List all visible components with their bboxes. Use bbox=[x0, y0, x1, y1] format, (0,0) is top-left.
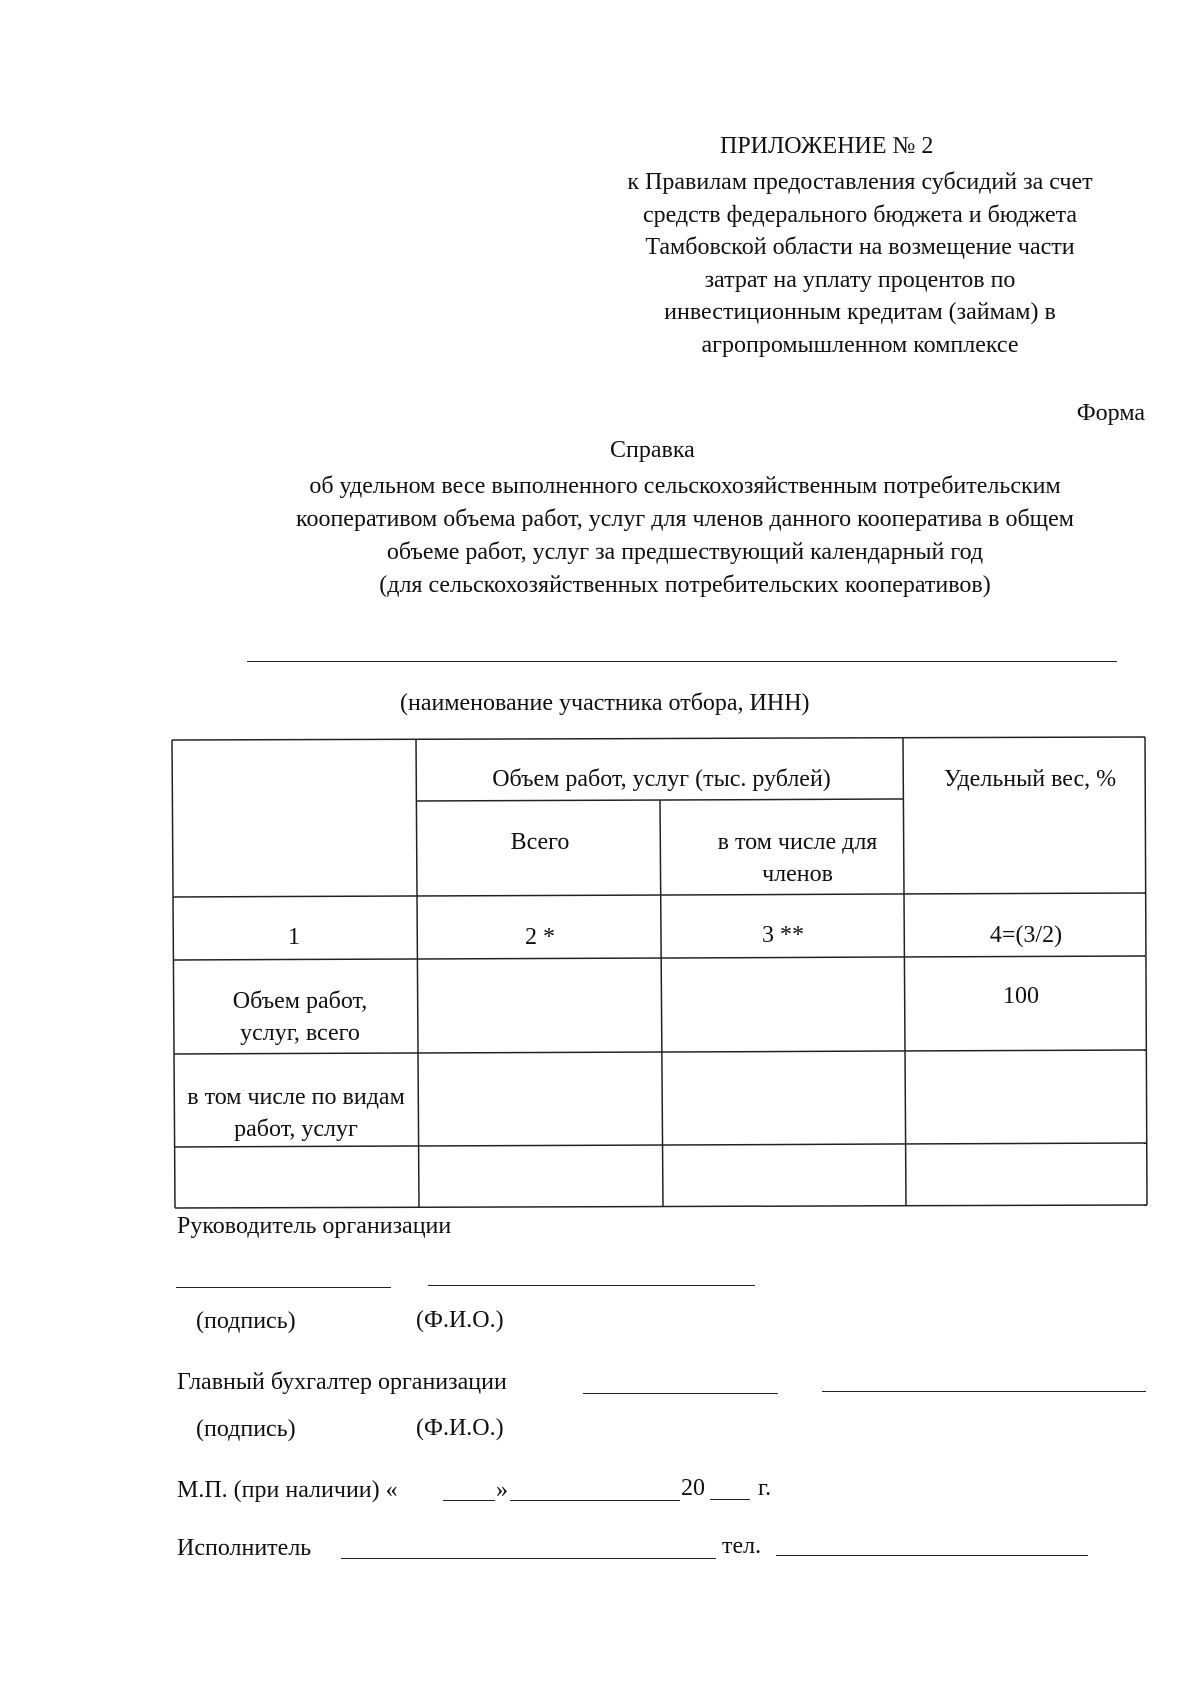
head-signature-caption: (подпись) bbox=[196, 1308, 296, 1334]
appendix-line: агропромышленном комплексе bbox=[701, 331, 1019, 358]
appendix-line: средств федерального бюджета и бюджета bbox=[642, 201, 1078, 228]
col-number-3: 3 ** bbox=[762, 922, 804, 948]
header-members: в том числе для членов bbox=[717, 829, 878, 887]
phone-line[interactable] bbox=[776, 1555, 1088, 1556]
executor-name-line[interactable] bbox=[341, 1558, 716, 1559]
header-total: Всего bbox=[510, 829, 570, 855]
subtitle-line: (для сельскохозяйственных потребительских кооперативов) bbox=[379, 572, 991, 598]
accountant-signature-caption: (подпись) bbox=[196, 1416, 296, 1442]
stamp-quote-close: » bbox=[496, 1477, 508, 1503]
date-year-line[interactable] bbox=[710, 1499, 750, 1500]
head-fio-caption: (Ф.И.О.) bbox=[416, 1307, 504, 1333]
subtitle-line: объеме работ, услуг за предшествующий календарный год bbox=[386, 539, 984, 565]
row-by-type-value-members[interactable] bbox=[663, 1056, 903, 1144]
row-by-type-value-share[interactable] bbox=[906, 1056, 1144, 1144]
year-prefix: 20 bbox=[681, 1475, 705, 1501]
accountant-signature-line[interactable] bbox=[583, 1393, 778, 1394]
row-total-value-total[interactable] bbox=[420, 962, 660, 1052]
accountant-fio-caption: (Ф.И.О.) bbox=[416, 1415, 504, 1441]
year-suffix: г. bbox=[758, 1475, 772, 1501]
header-volume: Объем работ, услуг (тыс. рублей) bbox=[492, 766, 831, 792]
appendix-line: затрат на уплату процентов по bbox=[704, 266, 1016, 293]
col-number-4: 4=(3/2) bbox=[989, 922, 1063, 948]
form-label: Форма bbox=[1076, 400, 1145, 426]
appendix-title: ПРИЛОЖЕНИЕ № 2 bbox=[720, 133, 934, 159]
row-by-type-value-total[interactable] bbox=[420, 1056, 660, 1144]
head-fio-line[interactable] bbox=[428, 1285, 755, 1286]
empty-row-cell-1[interactable] bbox=[176, 1149, 416, 1205]
subtitle-line: кооперативом объема работ, услуг для членов данного кооператива в общем bbox=[296, 506, 1074, 532]
row-total-value-members[interactable] bbox=[663, 962, 903, 1052]
head-signature-line[interactable] bbox=[176, 1287, 391, 1288]
phone-label: тел. bbox=[722, 1533, 762, 1559]
appendix-line: к Правилам предоставления субсидий за счет bbox=[627, 169, 1093, 195]
date-month-line[interactable] bbox=[510, 1500, 680, 1501]
stamp-label: М.П. (при наличии) « bbox=[177, 1477, 398, 1503]
row-by-type-label: в том числе по видам работ, услуг bbox=[187, 1084, 405, 1142]
accountant-fio-line[interactable] bbox=[822, 1391, 1146, 1392]
col-number-1: 1 bbox=[288, 924, 300, 950]
accountant-label: Главный бухгалтер организации bbox=[177, 1369, 507, 1395]
header-share: Удельный вес, % bbox=[943, 766, 1117, 792]
col-number-2: 2 * bbox=[525, 924, 555, 950]
subtitle-line: об удельном весе выполненного сельскохозяйственным потребительским bbox=[309, 473, 1061, 499]
row-total-label: Объем работ, услуг, всего bbox=[232, 988, 368, 1046]
empty-row-cell-4[interactable] bbox=[906, 1149, 1144, 1205]
participant-caption: (наименование участника отбора, ИНН) bbox=[400, 690, 810, 716]
empty-row-cell-3[interactable] bbox=[663, 1149, 903, 1205]
row-total-share: 100 bbox=[1003, 983, 1039, 1009]
executor-label: Исполнитель bbox=[177, 1535, 312, 1561]
date-day-line[interactable] bbox=[443, 1500, 495, 1501]
head-label: Руководитель организации bbox=[177, 1213, 452, 1239]
appendix-line: инвестиционным кредитам (займам) в bbox=[664, 299, 1056, 325]
empty-row-cell-2[interactable] bbox=[420, 1149, 660, 1205]
appendix-line: Тамбовской области на возмещение части bbox=[645, 234, 1075, 260]
document-title: Справка bbox=[610, 437, 695, 463]
